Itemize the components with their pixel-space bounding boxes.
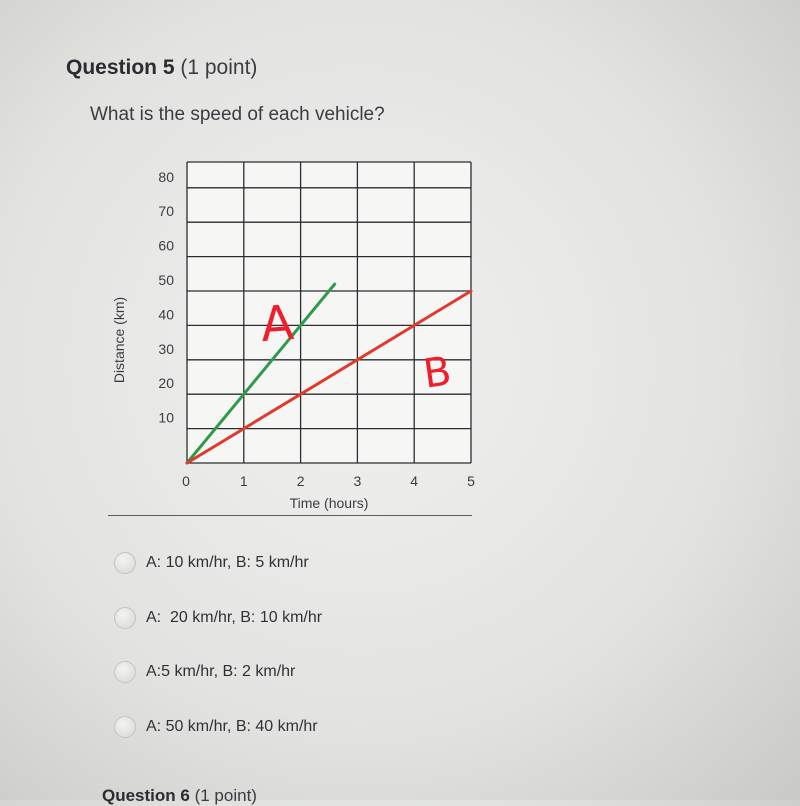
x-axis-label: Time (hours) [290,495,369,511]
annotation-a: A [259,295,296,353]
question-points: (1 point) [180,56,257,79]
y-tick-label: 10 [158,410,174,426]
question-number: Question 5 [66,56,175,79]
answer-option-label: A: 20 km/hr, B: 10 km/hr [146,609,322,627]
next-question-header [102,786,257,806]
x-tick-label: 5 [467,473,475,489]
y-tick-label: 80 [158,169,174,185]
next-question-number: Question 6 [102,786,190,805]
question-prompt: What is the speed of each vehicle? [90,104,385,126]
annotation-b: B [421,348,455,397]
answer-option-2[interactable] [114,607,322,629]
radio-button[interactable] [114,607,136,629]
radio-button[interactable] [114,661,136,683]
answer-option-3[interactable] [114,661,295,683]
next-question-points: (1 point) [195,786,257,805]
answer-option-label: A:5 km/hr, B: 2 km/hr [146,663,295,681]
y-tick-label: 70 [158,203,174,219]
plot-area [187,162,471,463]
y-tick-label: 40 [158,306,174,322]
x-tick-label: 4 [410,473,418,489]
divider [108,515,472,516]
y-tick-label: 60 [158,238,174,254]
y-tick-label: 30 [158,341,174,357]
answer-option-4[interactable] [114,716,318,738]
answer-option-label: A: 10 km/hr, B: 5 km/hr [146,554,309,572]
radio-button[interactable] [114,552,136,574]
x-tick-label: 0 [182,473,190,489]
x-tick-label: 2 [297,473,305,489]
answer-option-1[interactable] [114,552,309,574]
x-tick-label: 3 [354,473,362,489]
y-tick-label: 50 [158,272,174,288]
y-axis-label: Distance (km) [111,297,127,383]
answer-option-label: A: 50 km/hr, B: 40 km/hr [146,718,318,736]
x-tick-label: 1 [240,473,248,489]
radio-button[interactable] [114,716,136,738]
y-tick-label: 20 [158,375,174,391]
